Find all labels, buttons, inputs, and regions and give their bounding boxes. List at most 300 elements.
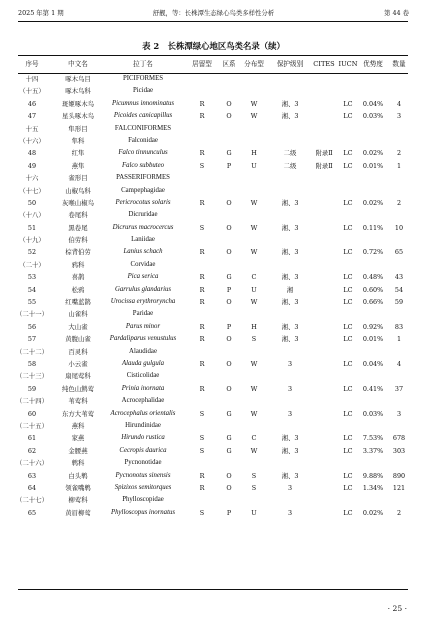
table-caption: 表 2 长株潭绿心地区鸟类名录（续）	[142, 41, 285, 51]
bird-list-table	[18, 73, 408, 519]
residence-type: R	[199, 359, 205, 368]
chinese-name: 白头鹎	[68, 471, 88, 480]
col-header-distribution: 分布型	[244, 60, 264, 68]
order-row	[18, 123, 408, 135]
chinese-name: 鸦科	[71, 260, 85, 269]
row-number: 65	[27, 508, 37, 517]
chinese-name: 卷尾科	[68, 211, 88, 220]
latin-name: Hirundo rustica	[121, 434, 165, 442]
distribution-type: H	[251, 322, 257, 331]
protection-level: 湘、3	[281, 223, 299, 232]
latin-name: PICIFORMES	[122, 75, 164, 82]
fauna-type: P	[226, 322, 232, 331]
col-header-quantity: 数量	[392, 60, 406, 68]
family-row	[18, 395, 408, 407]
latin-name: Cecropis daurica	[119, 446, 167, 454]
row-number: 53	[27, 273, 37, 282]
latin-name: Acrocephalus orientalis	[110, 409, 176, 417]
chinese-name: 隼科	[71, 136, 85, 145]
protection-level: 3	[287, 384, 293, 393]
fauna-type: O	[226, 384, 232, 393]
iucn-status: LC	[343, 273, 353, 282]
latin-name: Picidae	[132, 87, 154, 95]
col-header-cites: CITES	[313, 60, 335, 68]
distribution-type: C	[251, 273, 257, 282]
row-number: （十九）	[19, 236, 45, 245]
latin-name: Lanius schach	[123, 248, 163, 256]
dominance: 0.01%	[362, 161, 384, 170]
protection-level: 3	[287, 483, 293, 492]
family-row	[18, 185, 408, 197]
species-row	[18, 98, 408, 110]
chinese-name: 家燕	[71, 434, 85, 443]
row-number: （二十三）	[16, 372, 48, 381]
protection-level: 湘、3	[281, 198, 299, 207]
latin-name: Cisticolidae	[126, 372, 160, 380]
dominance: 0.60%	[362, 285, 384, 294]
order-row	[18, 172, 408, 184]
row-number: 64	[27, 483, 37, 492]
dominance: 0.01%	[362, 335, 384, 344]
species-row	[18, 470, 408, 482]
latin-name: Phylloscopus inornatus	[110, 508, 176, 516]
distribution-type: S	[251, 471, 257, 480]
latin-name: Urocissa erythroryncha	[110, 298, 176, 306]
residence-type: R	[199, 483, 205, 492]
latin-name: FALCONIFORMES	[114, 124, 172, 132]
row-number: 49	[27, 161, 37, 170]
quantity: 83	[394, 322, 404, 331]
fauna-type: O	[226, 99, 232, 108]
residence-type: R	[199, 335, 205, 344]
species-row	[18, 358, 408, 370]
row-number: （二十五）	[16, 421, 48, 430]
residence-type: R	[199, 99, 205, 108]
chinese-name: 雀形目	[68, 174, 88, 183]
dominance: 1.34%	[362, 483, 384, 492]
fauna-type: P	[226, 161, 232, 170]
protection-level: 湘、3	[281, 434, 299, 443]
running-header-volume: 第 44 卷	[384, 9, 409, 17]
family-row	[18, 346, 408, 358]
chinese-name: 苇莺科	[68, 397, 88, 406]
protection-level: 湘、3	[281, 248, 299, 257]
row-number: （二十六）	[16, 459, 48, 468]
dominance: 0.02%	[362, 508, 384, 517]
species-row	[18, 197, 408, 209]
distribution-type: W	[250, 446, 258, 455]
chinese-name: 百灵科	[68, 347, 88, 356]
row-number: 58	[27, 359, 37, 368]
col-header-dominance: 优势度	[363, 60, 383, 68]
iucn-status: LC	[343, 248, 353, 257]
fauna-type: O	[226, 471, 232, 480]
quantity: 4	[396, 359, 402, 368]
row-number: 59	[27, 384, 37, 393]
residence-type: R	[199, 384, 205, 393]
family-row	[18, 135, 408, 147]
chinese-name: 纯色山鹪莺	[62, 384, 94, 393]
quantity: 54	[394, 285, 404, 294]
dominance: 7.53%	[362, 434, 384, 443]
quantity: 2	[396, 149, 402, 158]
row-number: 50	[27, 198, 37, 207]
chinese-name: 啄木鸟科	[65, 87, 91, 96]
latin-name: PASSERIFORMES	[116, 174, 170, 182]
dominance: 0.72%	[362, 248, 384, 257]
row-number: （二十二）	[16, 347, 48, 356]
dominance: 0.03%	[362, 409, 384, 418]
iucn-status: LC	[343, 322, 353, 331]
dominance: 0.92%	[362, 322, 384, 331]
residence-type: R	[199, 198, 205, 207]
row-number: （十八）	[19, 211, 45, 220]
row-number: 48	[27, 149, 37, 158]
col-header-no: 序号	[25, 60, 39, 68]
dominance: 0.02%	[362, 149, 384, 158]
latin-name: Prinia inornata	[121, 384, 165, 392]
quantity: 121	[392, 483, 406, 492]
protection-level: 3	[287, 409, 293, 418]
iucn-status: LC	[343, 198, 353, 207]
latin-name: Garrulus glandarius	[114, 285, 172, 293]
protection-level: 湘、3	[281, 471, 299, 480]
family-row	[18, 494, 408, 506]
distribution-type: S	[251, 335, 257, 344]
quantity: 2	[396, 508, 402, 517]
distribution-type: U	[251, 161, 257, 170]
latin-name: Laniidae	[131, 236, 155, 244]
quantity: 4	[396, 99, 402, 108]
dominance: 3.37%	[362, 446, 384, 455]
species-row	[18, 445, 408, 457]
row-number: 46	[27, 99, 37, 108]
row-number: 61	[27, 434, 37, 443]
dominance: 0.04%	[362, 99, 384, 108]
fauna-type: P	[226, 285, 232, 294]
chinese-name: 黄眉柳莺	[65, 508, 91, 517]
latin-name: Pica serica	[127, 273, 159, 281]
running-header-issue: 2025 年第 1 期	[18, 9, 64, 17]
family-row	[18, 370, 408, 382]
family-row	[18, 209, 408, 221]
latin-name: Alauda gulgula	[121, 359, 165, 367]
dominance: 0.03%	[362, 112, 384, 121]
distribution-type: H	[251, 149, 257, 158]
distribution-type: W	[250, 359, 258, 368]
fauna-type: G	[226, 446, 232, 455]
species-row	[18, 333, 408, 345]
residence-type: S	[199, 508, 205, 517]
table-header-row	[18, 55, 408, 73]
chinese-name: 扇尾莺科	[65, 372, 91, 381]
residence-type: R	[199, 285, 205, 294]
family-row	[18, 85, 408, 97]
header-rule	[18, 21, 408, 22]
residence-type: R	[199, 298, 205, 307]
protection-level: 湘、3	[281, 322, 299, 331]
fauna-type: O	[226, 198, 232, 207]
row-number: 51	[27, 223, 37, 232]
protection-level: 湘、3	[281, 335, 299, 344]
iucn-status: LC	[343, 149, 353, 158]
iucn-status: LC	[343, 161, 353, 170]
chinese-name: 大山雀	[68, 322, 88, 331]
latin-name: Phylloscopidae	[122, 496, 164, 504]
page-number: · 25 ·	[387, 604, 407, 613]
residence-type: R	[199, 112, 205, 121]
iucn-status: LC	[343, 471, 353, 480]
residence-type: S	[199, 409, 205, 418]
row-number: （二十七）	[16, 496, 48, 505]
chinese-name: 领雀嘴鹎	[65, 483, 91, 492]
latin-name: Acrocephalidae	[121, 397, 165, 405]
latin-name: Pericrocotus solaris	[115, 198, 171, 206]
row-number: 62	[27, 446, 37, 455]
dominance: 0.02%	[362, 198, 384, 207]
species-row	[18, 321, 408, 333]
chinese-name: 松鸦	[71, 285, 85, 294]
row-number: 十五	[25, 124, 39, 133]
row-number: 56	[27, 322, 37, 331]
row-number: （十六）	[19, 136, 45, 145]
iucn-status: LC	[343, 112, 353, 121]
latin-name: Hirundinidae	[125, 421, 161, 429]
iucn-status: LC	[343, 434, 353, 443]
distribution-type: W	[250, 409, 258, 418]
protection-level: 湘、3	[281, 99, 299, 108]
dominance: 9.88%	[362, 471, 384, 480]
chinese-name: 棕背伯劳	[65, 248, 91, 257]
order-row	[18, 73, 408, 85]
iucn-status: LC	[343, 483, 353, 492]
chinese-name: 伯劳科	[68, 236, 88, 245]
chinese-name: 东方大苇莺	[62, 409, 94, 418]
chinese-name: 鹎科	[71, 459, 85, 468]
distribution-type: U	[251, 285, 257, 294]
latin-name: Pardaliparus venustulus	[109, 335, 177, 343]
latin-name: Spizixos semitorques	[114, 483, 172, 491]
chinese-name: 黑卷尾	[68, 223, 88, 232]
quantity: 890	[392, 471, 406, 480]
species-row	[18, 147, 408, 159]
col-header-residence: 居留型	[192, 60, 212, 68]
row-number: （十七）	[19, 186, 45, 195]
row-number: 57	[27, 335, 37, 344]
protection-level: 湘、3	[281, 112, 299, 121]
latin-name: Dicruridae	[128, 211, 158, 219]
fauna-type: G	[226, 434, 232, 443]
latin-name: Falco subbuteo	[121, 161, 165, 169]
row-number: 60	[27, 409, 37, 418]
chinese-name: 柳莺科	[68, 496, 88, 505]
family-row	[18, 234, 408, 246]
quantity: 1	[396, 161, 402, 170]
species-row	[18, 482, 408, 494]
family-row	[18, 308, 408, 320]
row-number: 十四	[25, 75, 39, 83]
dominance: 0.66%	[362, 298, 384, 307]
species-row	[18, 246, 408, 258]
chinese-name: 喜鹊	[71, 273, 85, 282]
row-number: 47	[27, 112, 37, 121]
fauna-type: G	[226, 409, 232, 418]
col-header-fauna: 区系	[222, 60, 236, 68]
latin-name: Parus minor	[125, 322, 161, 330]
cites-status: 附录Ⅱ	[315, 149, 333, 158]
col-header-latin-name: 拉丁名	[133, 60, 153, 68]
residence-type: R	[199, 273, 205, 282]
residence-type: S	[199, 446, 205, 455]
protection-level: 3	[287, 508, 293, 517]
running-header-title: 舒靓，等：长株潭生态绿心鸟类多样性分析	[152, 9, 275, 17]
row-number: （二十）	[19, 260, 45, 269]
col-header-chinese-name: 中文名	[68, 60, 88, 68]
latin-name: Dicrurus macrocercus	[112, 223, 174, 231]
latin-name: Paridae	[132, 310, 154, 318]
quantity: 1	[396, 335, 402, 344]
fauna-type: O	[226, 248, 232, 257]
row-number: 十六	[25, 174, 39, 183]
distribution-type: W	[250, 198, 258, 207]
row-number: （十五）	[19, 87, 45, 96]
row-number: （二十一）	[16, 310, 48, 319]
dominance: 0.41%	[362, 384, 384, 393]
fauna-type: O	[226, 483, 232, 492]
col-header-protection: 保护级别	[276, 60, 304, 68]
distribution-type: U	[251, 508, 257, 517]
species-row	[18, 222, 408, 234]
latin-name: Picumnus innominatus	[111, 99, 175, 107]
quantity: 43	[394, 273, 404, 282]
iucn-status: LC	[343, 359, 353, 368]
quantity: 65	[394, 248, 404, 257]
fauna-type: P	[226, 508, 232, 517]
quantity: 2	[396, 198, 402, 207]
row-number: 54	[27, 285, 37, 294]
dominance: 0.04%	[362, 359, 384, 368]
fauna-type: O	[226, 112, 232, 121]
iucn-status: LC	[343, 99, 353, 108]
distribution-type: W	[250, 384, 258, 393]
residence-type: S	[199, 223, 205, 232]
species-row	[18, 271, 408, 283]
distribution-type: S	[251, 483, 257, 492]
protection-level: 二级	[283, 149, 297, 158]
iucn-status: LC	[343, 223, 353, 232]
chinese-name: 小云雀	[68, 359, 88, 368]
species-row	[18, 160, 408, 172]
protection-level: 湘、3	[281, 298, 299, 307]
quantity: 59	[394, 298, 404, 307]
protection-level: 湘、3	[281, 273, 299, 282]
family-row	[18, 420, 408, 432]
distribution-type: W	[250, 248, 258, 257]
iucn-status: LC	[343, 384, 353, 393]
fauna-type: G	[226, 149, 232, 158]
species-row	[18, 408, 408, 420]
chinese-name: 啄木鸟目	[65, 75, 91, 83]
row-number: 55	[27, 298, 37, 307]
cites-status: 附录Ⅱ	[315, 161, 333, 170]
chinese-name: 星头啄木鸟	[62, 112, 94, 121]
species-row	[18, 507, 408, 519]
distribution-type: W	[250, 298, 258, 307]
table-bottom-rule	[18, 589, 408, 590]
quantity: 303	[392, 446, 406, 455]
dominance: 0.11%	[362, 223, 384, 232]
distribution-type: W	[250, 99, 258, 108]
quantity: 3	[396, 112, 402, 121]
residence-type: S	[199, 161, 205, 170]
iucn-status: LC	[343, 285, 353, 294]
latin-name: Falco tinnunculus	[118, 149, 168, 157]
latin-name: Falconidae	[128, 136, 158, 144]
chinese-name: 隼形目	[68, 124, 88, 133]
quantity: 3	[396, 409, 402, 418]
quantity: 678	[392, 434, 406, 443]
iucn-status: LC	[343, 446, 353, 455]
iucn-status: LC	[343, 298, 353, 307]
fauna-type: O	[226, 223, 232, 232]
chinese-name: 山雀科	[68, 310, 88, 319]
protection-level: 二级	[283, 161, 297, 170]
iucn-status: LC	[343, 409, 353, 418]
species-row	[18, 296, 408, 308]
family-row	[18, 259, 408, 271]
species-row	[18, 110, 408, 122]
row-number: 63	[27, 471, 37, 480]
family-row	[18, 457, 408, 469]
quantity: 37	[394, 384, 404, 393]
fauna-type: O	[226, 359, 232, 368]
protection-level: 湘、3	[281, 446, 299, 455]
species-row	[18, 383, 408, 395]
latin-name: Corvidae	[130, 260, 156, 268]
fauna-type: G	[226, 273, 232, 282]
latin-name: Alaudidae	[129, 347, 157, 355]
chinese-name: 金腰燕	[68, 446, 88, 455]
residence-type: R	[199, 322, 205, 331]
chinese-name: 灰喉山椒鸟	[62, 198, 94, 207]
fauna-type: O	[226, 335, 232, 344]
chinese-name: 红隼	[71, 149, 85, 158]
chinese-name: 山椒鸟科	[65, 186, 91, 195]
species-row	[18, 432, 408, 444]
distribution-type: C	[251, 434, 257, 443]
chinese-name: 斑姬啄木鸟	[62, 99, 94, 108]
protection-level: 3	[287, 359, 293, 368]
chinese-name: 红嘴蓝鹊	[65, 298, 91, 307]
residence-type: R	[199, 471, 205, 480]
residence-type: R	[199, 149, 205, 158]
latin-name: Pycnonotidae	[124, 459, 162, 467]
iucn-status: LC	[343, 508, 353, 517]
latin-name: Picoides canicapillus	[113, 112, 173, 120]
chinese-name: 黄腹山雀	[65, 335, 91, 344]
iucn-status: LC	[343, 335, 353, 344]
residence-type: S	[199, 434, 205, 443]
latin-name: Pycnonotus sinensis	[115, 471, 171, 479]
protection-level: 湘	[286, 285, 294, 294]
species-row	[18, 284, 408, 296]
latin-name: Campephagidae	[121, 186, 165, 194]
col-header-iucn: IUCN	[338, 60, 358, 68]
quantity: 10	[394, 223, 404, 232]
row-number: （二十四）	[16, 397, 48, 406]
residence-type: R	[199, 248, 205, 257]
chinese-name: 燕科	[71, 421, 85, 430]
